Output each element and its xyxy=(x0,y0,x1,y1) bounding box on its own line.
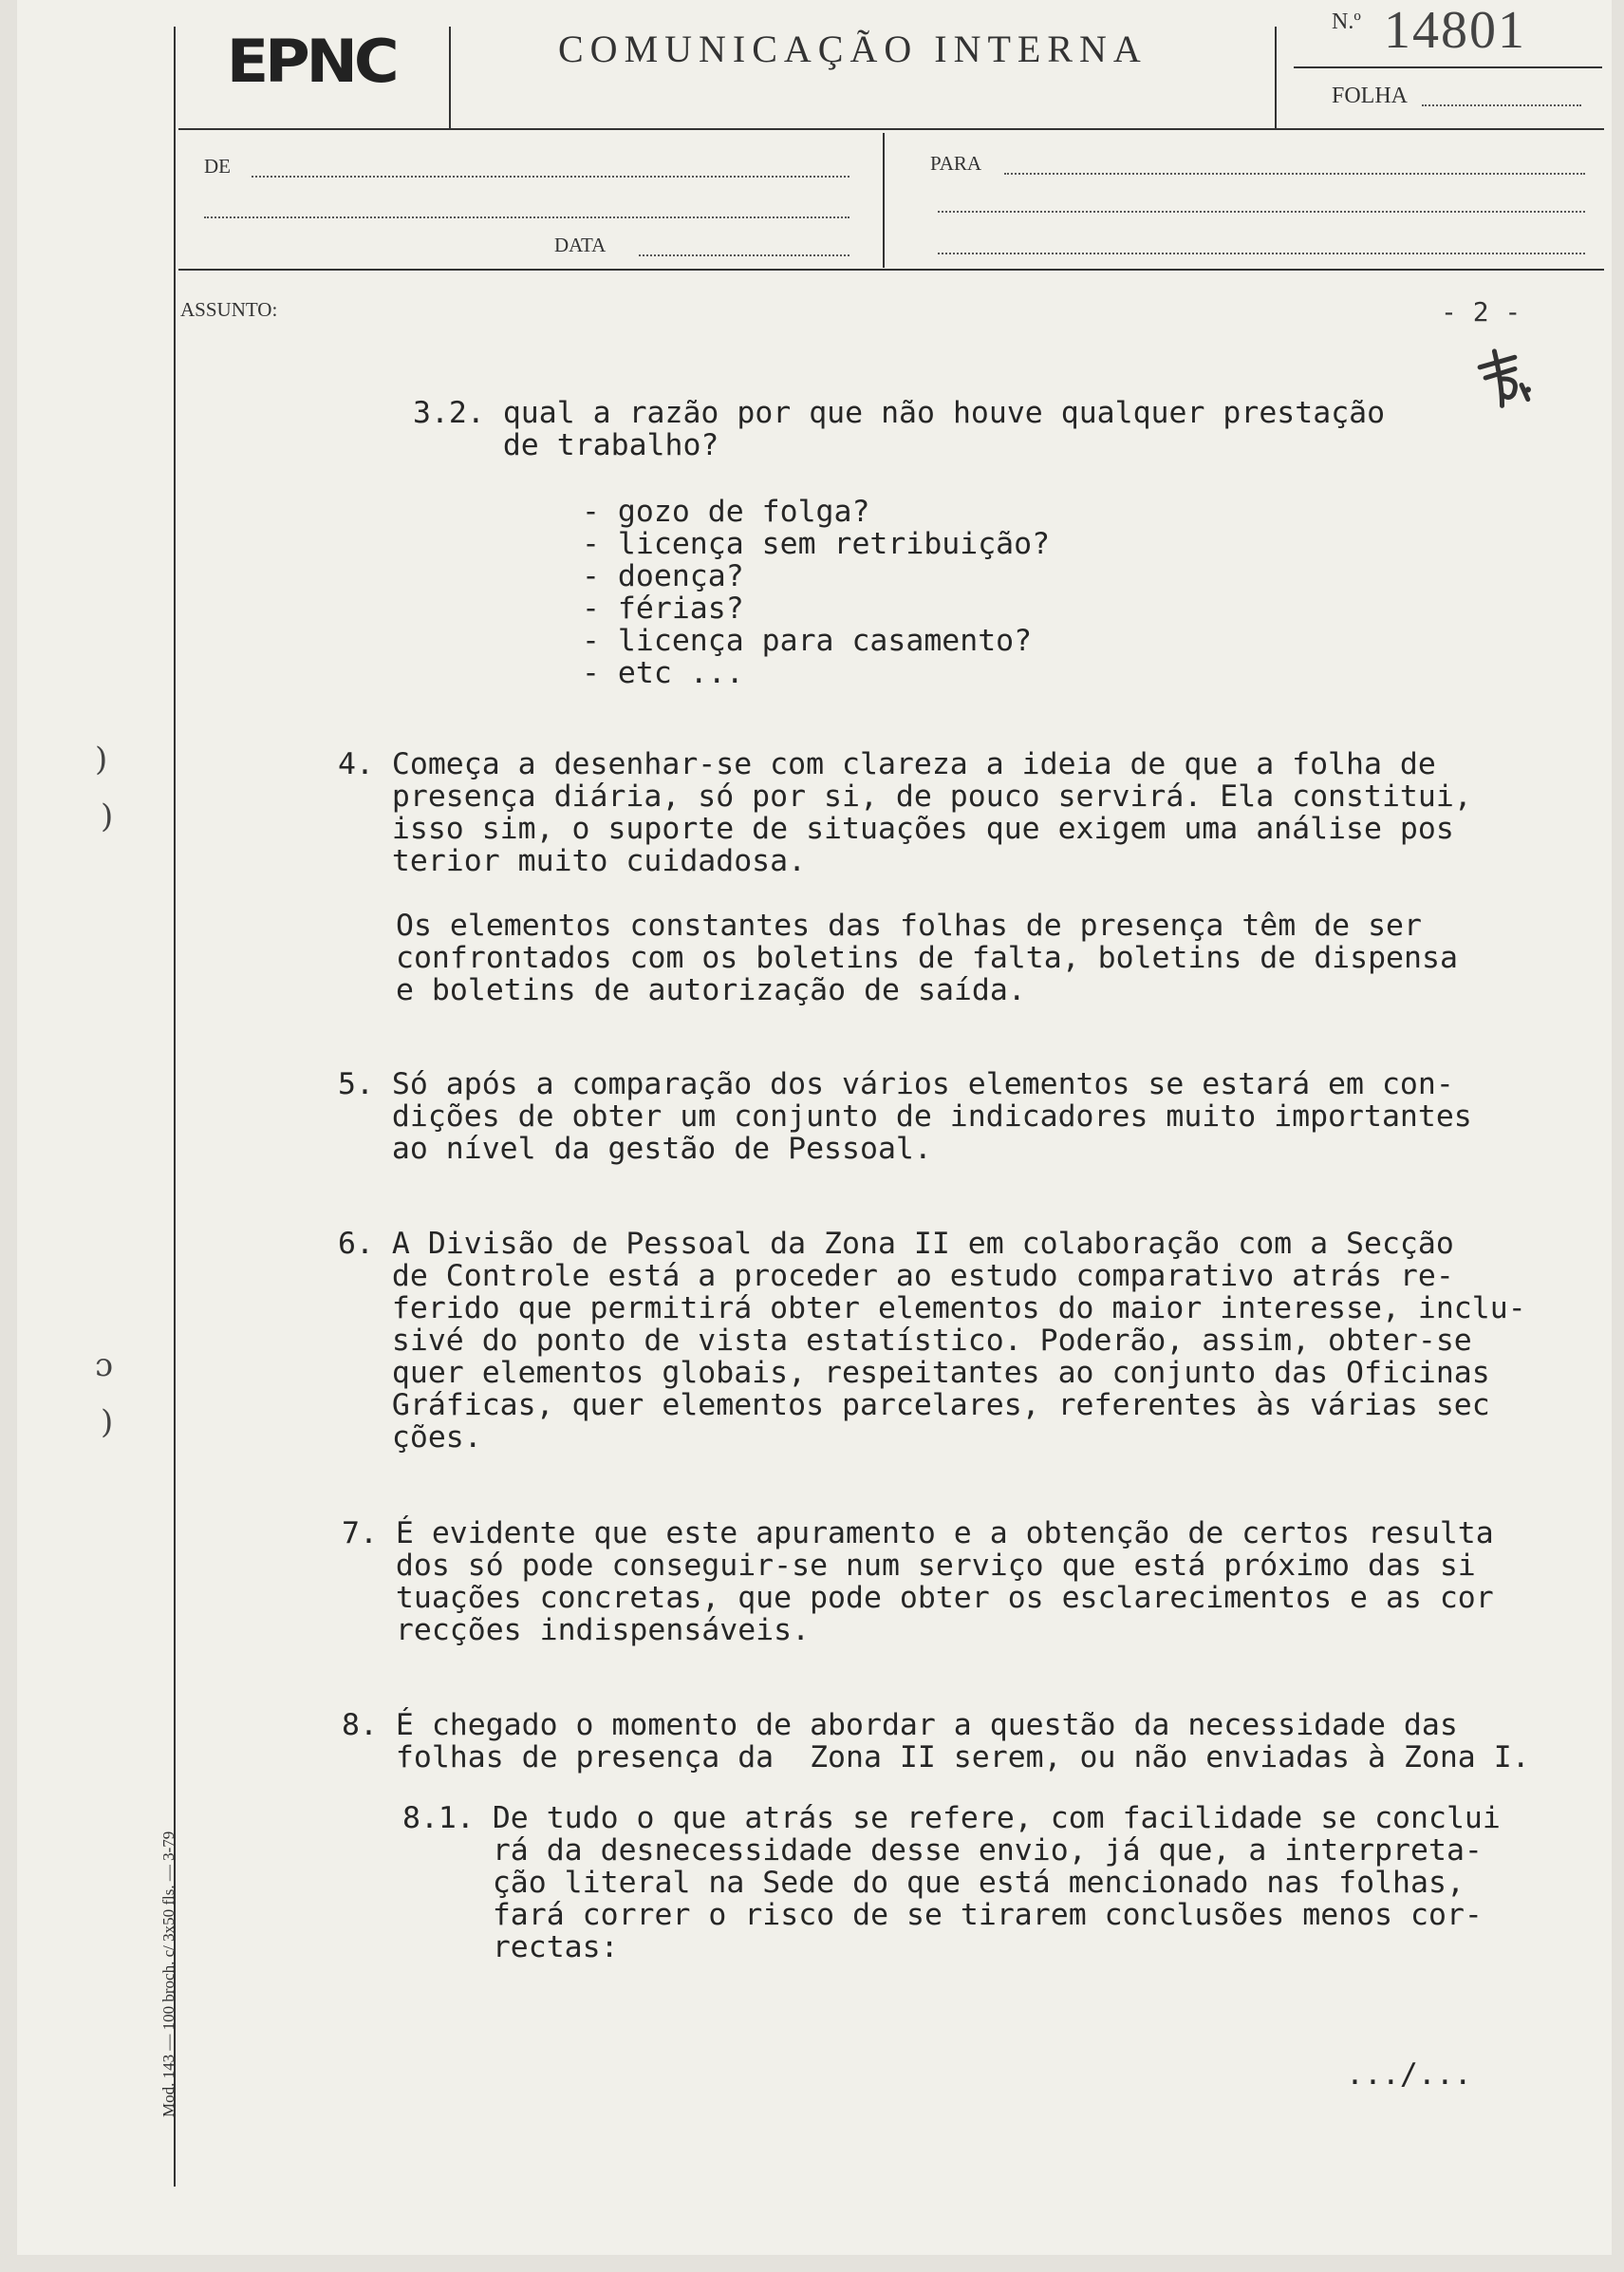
item-6: 6. A Divisão de Pessoal da Zona II em colaboração com a Secção de Controle está a proceder ao estudo comparativo atrás re- ferido que permitirá obter elementos do maior interesse, inclu- sivé do ponto de vista estatístico. Poderão, assim, obter-se quer elementos globais, respeitantes ao conjunto das Oficinas Gráficas, quer elementos parcelares, referentes às várias sec ções. xyxy=(338,1227,1526,1455)
side-mark-4: ) xyxy=(101,1403,114,1441)
de-field xyxy=(252,176,849,178)
item-3-2-list: - gozo de folga? - licença sem retribuição? - doença? - férias? - licença para casamento? - etc ... xyxy=(582,495,1051,690)
data-label: DATA xyxy=(554,234,607,256)
document-number: 14801 xyxy=(1384,1,1526,60)
document-type-title: COMUNICAÇÃO INTERNA xyxy=(558,28,1148,70)
item-8: 8. É chegado o momento de abordar a questão da necessidade das folhas de presença da Zona II serem, ou não enviadas à Zona I. xyxy=(342,1708,1530,1774)
handwritten-initials xyxy=(1467,342,1538,430)
item-7: 7. É evidente que este apuramento e a obtenção de certos resulta dos só pode conseguir-se num serviço que está próximo das si tuações concretas, que pode obter os esclarecimentos e as cor recções indispensáveis. xyxy=(342,1516,1494,1647)
header-divider-2 xyxy=(1275,27,1277,129)
number-underline xyxy=(1294,66,1602,68)
initials-mark xyxy=(1467,342,1535,417)
folha-field xyxy=(1422,104,1581,106)
folha-label: FOLHA xyxy=(1332,84,1409,108)
de-label: DE xyxy=(204,155,231,178)
para-label: PARA xyxy=(930,152,982,175)
side-mark-1: ) xyxy=(95,741,108,779)
form-divider xyxy=(883,133,885,268)
item-4-paragraph-2: Os elementos constantes das folhas de presença têm de ser confrontados com os boletins de falta, boletins de dispensa e boletins de autorização de saída. xyxy=(396,909,1458,1007)
number-label: N.º xyxy=(1332,9,1361,34)
para-field xyxy=(1004,173,1585,175)
data-field xyxy=(639,254,849,256)
header-divider-1 xyxy=(449,27,451,129)
header-bottom-rule xyxy=(178,128,1604,130)
side-mark-3: ɔ xyxy=(95,1346,114,1384)
para-field-line-3 xyxy=(938,253,1585,254)
item-5: 5. Só após a comparação dos vários elementos se estará em con- dições de obter um conjunto de indicadores muito importantes ao nível da gestão de Pessoal. xyxy=(338,1067,1472,1166)
epnc-logo: EPNC xyxy=(226,27,396,96)
page-number: - 2 - xyxy=(1441,296,1521,328)
assunto-label: ASSUNTO: xyxy=(180,298,278,321)
form-model-print: Mod. 143 — 100 broch. c/ 3x50 fls. — 3-79 xyxy=(159,1831,177,2117)
para-field-line-2 xyxy=(938,211,1585,213)
de-field-line-2 xyxy=(204,216,849,218)
form-bottom-rule xyxy=(178,269,1604,271)
continuation-mark: .../... xyxy=(1346,2057,1472,2092)
item-8-1: 8.1. De tudo o que atrás se refere, com facilidade se conclui rá da desnecessidade desse envio, já que, a interpreta- ção literal na Sede do que está mencionado nas folhas, fará correr o risco de se tirarem conclusões menos cor- rectas: xyxy=(402,1801,1501,1964)
side-mark-2: ) xyxy=(101,798,114,836)
item-4-paragraph-1: 4. Começa a desenhar-se com clareza a ideia de que a folha de presença diária, só por si, de pouco servirá. Ela constitui, isso sim, o suporte de situações que exigem uma análise pos terior muito cuidadosa. xyxy=(338,747,1472,878)
document-sheet xyxy=(17,0,1612,2255)
item-3-2: 3.2. qual a razão por que não houve qualquer prestação de trabalho? xyxy=(413,396,1386,462)
